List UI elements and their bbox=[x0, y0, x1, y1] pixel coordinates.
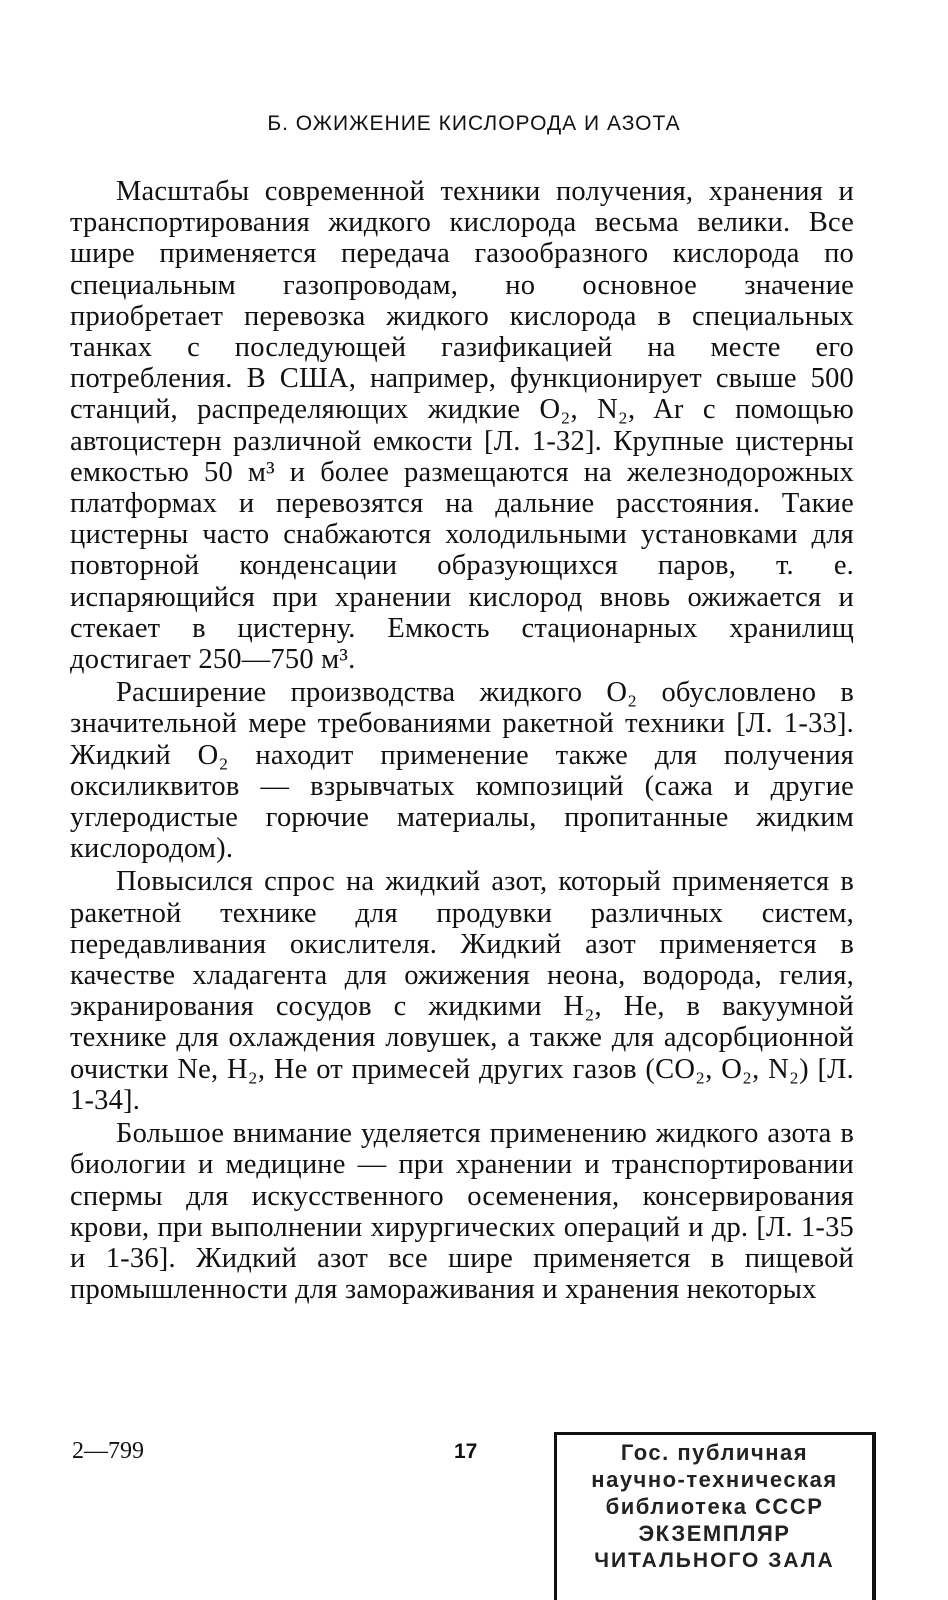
signature-mark: 2—799 bbox=[72, 1438, 144, 1464]
section-heading: Б. ОЖИЖЕНИЕ КИСЛОРОДА И АЗОТА bbox=[267, 112, 681, 135]
paragraph-rocket-technology: Расширение производства жидкого O₂ обусловлено в значительной мере требованиями ракетной техники [Л. 1-33]. Жидкий O₂ находит применение также для получения оксиликвитов — взрывчатых композиций (сажа и другие углеродистые горючие материалы, пропитанные жидким кислородом). bbox=[70, 677, 854, 865]
stamp-line-reading-room: ЧИТАЛЬНОГО ЗАЛА bbox=[594, 1549, 835, 1572]
body-text bbox=[70, 176, 854, 1305]
paragraph-liquid-nitrogen-demand: Повысился спрос на жидкий азот, который применяется в ракетной технике для продувки различных систем, передавливания окислителя. Жидкий азот применяется в качестве хладагента для ожижения неона, водорода, гелия, экранирования сосудов с жидкими H₂, He, в вакуумной технике для охлаждения ловушек, а также для адсорбционной очистки Ne, H₂, He от примесей других газов (CO₂, O₂, N₂) [Л. 1-34]. bbox=[70, 866, 854, 1116]
paragraph-biology-medicine: Большое внимание уделяется применению жидкого азота в биологии и медицине — при хранении и транспортировании спермы для искусственного осеменения, консервирования крови, при выполнении хирургических операций и др. [Л. 1-35 и 1-36]. Жидкий азот все шире применяется в пищевой промышленности для замораживания и хранения некоторых bbox=[70, 1118, 854, 1306]
library-stamp bbox=[554, 1432, 876, 1600]
paragraph-storage-transport: Масштабы современной техники получения, хранения и транспортирования жидкого кислорода весьма велики. Все шире применяется передача газообразного кислорода по специальным газопроводам, но основное значение приобретает перевозка жидкого кислорода в специальных танках с последующей газификацией на месте его потребления. В США, например, функционирует свыше 500 станций, распределяющих жидкие O₂, N₂, Ar с помощью автоцистерн различной емкости [Л. 1-32]. Крупные цистерны емкостью 50 м³ и более размещаются на железнодорожных платформах и перевозятся на дальние расстояния. Такие цистерны часто снабжаются холодильными установками для повторной конденсации образующихся паров, т. е. испаряющийся при хранении кислород вновь ожижается и стекает в цистерну. Емкость стационарных хранилищ достигает 250—750 м³. bbox=[70, 176, 854, 676]
stamp-line-copy: ЭКЗЕМПЛЯР bbox=[638, 1521, 791, 1546]
stamp-line-library-country: библиотека СССР bbox=[605, 1494, 824, 1519]
page-number: 17 bbox=[454, 1440, 478, 1463]
stamp-line-library-type: научно-техническая bbox=[591, 1467, 838, 1492]
stamp-line-library-name: Гос. публичная bbox=[620, 1440, 809, 1465]
